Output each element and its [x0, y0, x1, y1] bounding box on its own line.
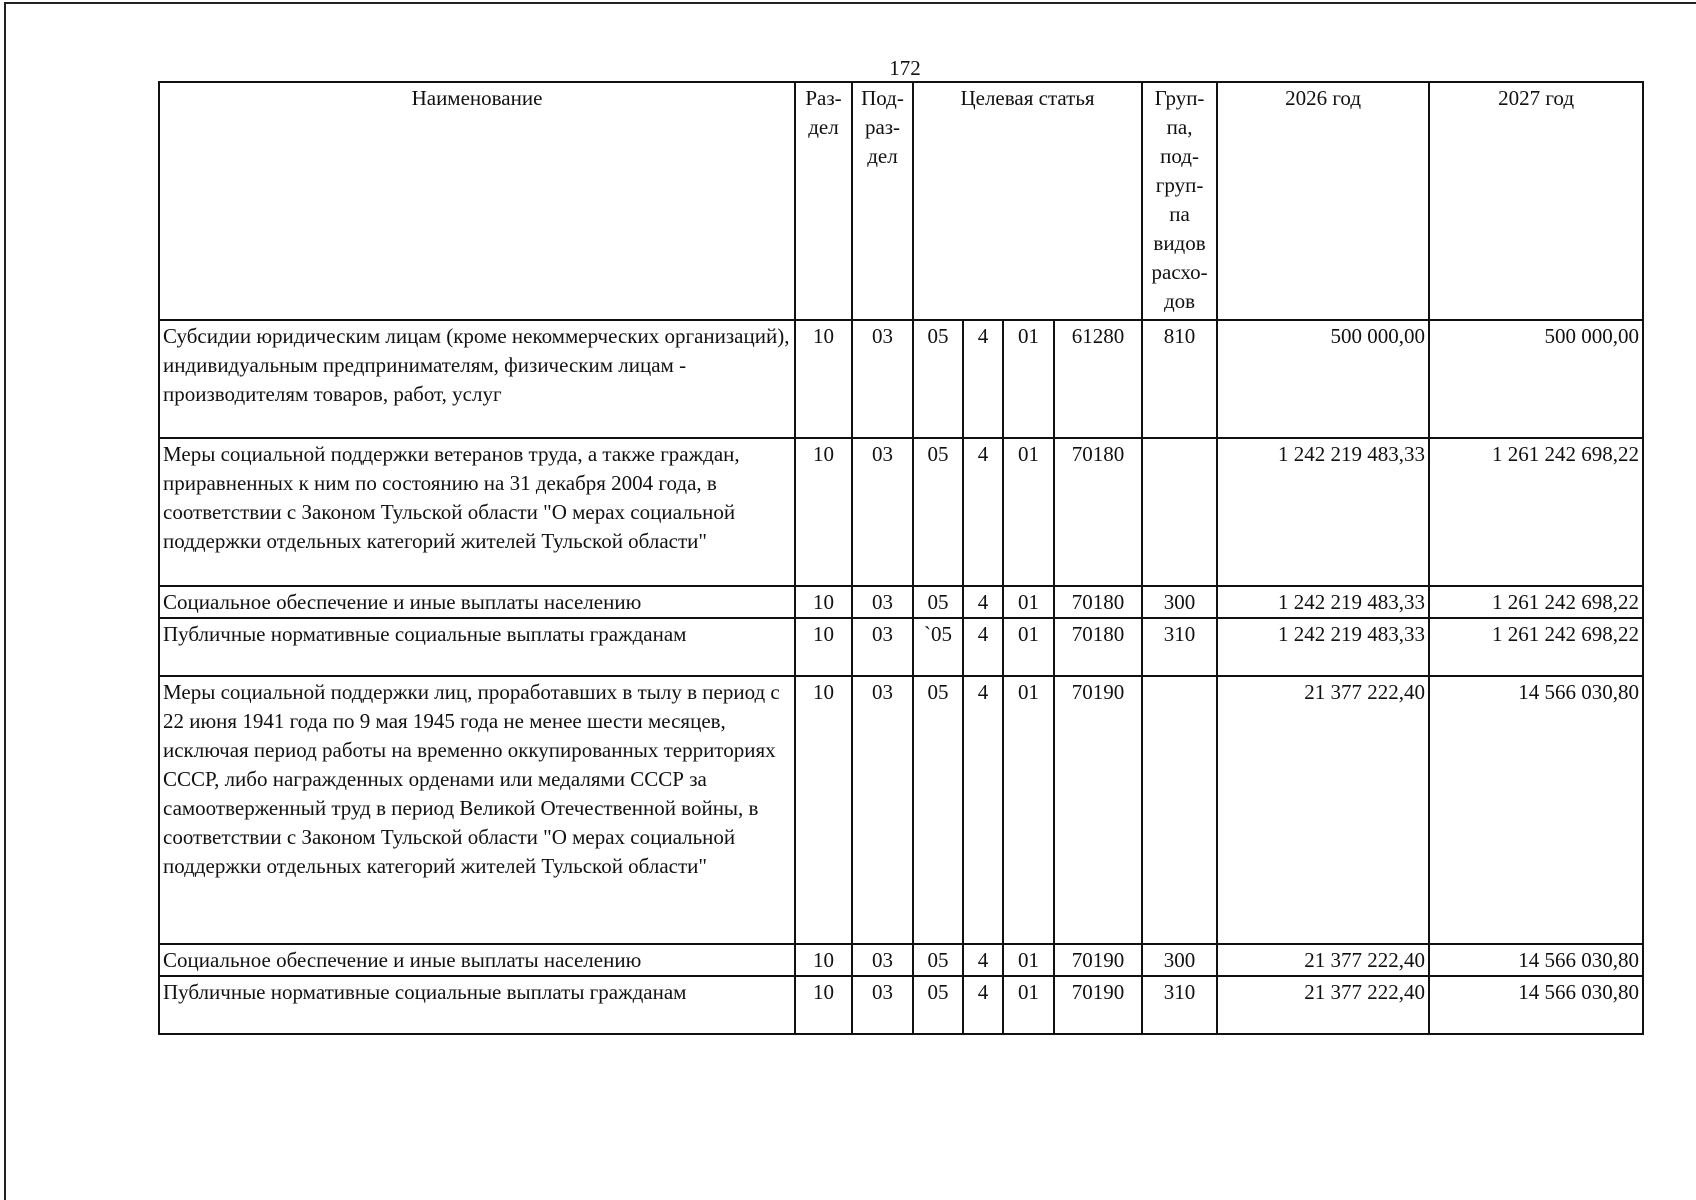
row-amount-2027: 500 000,00 — [1429, 320, 1643, 438]
row-target-direction: 70190 — [1054, 976, 1142, 1034]
row-expense-group: 310 — [1142, 976, 1217, 1034]
row-target-program: 05 — [913, 320, 963, 438]
header-subsection: Под- раз- дел — [852, 82, 913, 320]
row-target-direction: 70180 — [1054, 438, 1142, 586]
scan-edge-top — [4, 2, 1696, 4]
row-section: 10 — [795, 618, 852, 676]
row-target-type: 4 — [963, 438, 1003, 586]
row-target-type: 4 — [963, 976, 1003, 1034]
table-row — [159, 586, 1643, 618]
row-amount-2026: 1 242 219 483,33 — [1217, 438, 1429, 586]
row-target-direction: 70190 — [1054, 944, 1142, 976]
row-target-program: `05 — [913, 618, 963, 676]
row-target-type: 4 — [963, 676, 1003, 944]
header-target-article: Целевая статья — [913, 82, 1142, 320]
row-amount-2027: 14 566 030,80 — [1429, 976, 1643, 1034]
row-target-direction: 70180 — [1054, 618, 1142, 676]
table-header-row — [159, 82, 1643, 320]
header-year-2027: 2027 год — [1429, 82, 1643, 320]
row-target-direction: 61280 — [1054, 320, 1142, 438]
row-target-subprogram: 01 — [1003, 976, 1054, 1034]
page-number: 172 — [889, 56, 921, 80]
row-name: Социальное обеспечение и иные выплаты населению — [159, 944, 795, 976]
row-target-program: 05 — [913, 676, 963, 944]
row-section: 10 — [795, 320, 852, 438]
row-expense-group — [1142, 438, 1217, 586]
row-target-program: 05 — [913, 976, 963, 1034]
row-amount-2026: 21 377 222,40 — [1217, 976, 1429, 1034]
row-section: 10 — [795, 586, 852, 618]
row-section: 10 — [795, 944, 852, 976]
row-target-program: 05 — [913, 944, 963, 976]
row-subsection: 03 — [852, 676, 913, 944]
header-expense-group: Груп- па, под- груп- па видов расхо- дов — [1142, 82, 1217, 320]
scan-edge-left — [4, 2, 6, 1200]
row-amount-2027: 14 566 030,80 — [1429, 944, 1643, 976]
row-amount-2027: 14 566 030,80 — [1429, 676, 1643, 944]
row-target-subprogram: 01 — [1003, 586, 1054, 618]
row-target-subprogram: 01 — [1003, 944, 1054, 976]
row-amount-2026: 21 377 222,40 — [1217, 944, 1429, 976]
row-target-type: 4 — [963, 320, 1003, 438]
row-target-type: 4 — [963, 944, 1003, 976]
table-row — [159, 618, 1643, 676]
row-amount-2027: 1 261 242 698,22 — [1429, 618, 1643, 676]
row-expense-group: 300 — [1142, 944, 1217, 976]
row-name: Меры социальной поддержки лиц, проработавших в тылу в период с 22 июня 1941 года по 9 мая 1945 года не менее шести месяцев, исключая период работы на временно оккупированных территориях СССР, либо награжденных орденами или медалями СССР за самоотверженный труд в период Великой Отечественной войны, в соответствии с Законом Тульской области "О мерах социальной поддержки отдельных категорий жителей Тульской области" — [159, 676, 795, 944]
row-amount-2026: 1 242 219 483,33 — [1217, 618, 1429, 676]
row-subsection: 03 — [852, 618, 913, 676]
row-amount-2026: 21 377 222,40 — [1217, 676, 1429, 944]
table-row — [159, 676, 1643, 944]
row-name: Публичные нормативные социальные выплаты гражданам — [159, 618, 795, 676]
row-amount-2026: 500 000,00 — [1217, 320, 1429, 438]
row-amount-2027: 1 261 242 698,22 — [1429, 586, 1643, 618]
row-target-subprogram: 01 — [1003, 320, 1054, 438]
row-name: Меры социальной поддержки ветеранов труда, а также граждан, приравненных к ним по состоянию на 31 декабря 2004 года, в соответствии с Законом Тульской области "О мерах социальной поддержки отдельных категорий жителей Тульской области" — [159, 438, 795, 586]
header-section: Раз- дел — [795, 82, 852, 320]
row-target-direction: 70190 — [1054, 676, 1142, 944]
row-section: 10 — [795, 976, 852, 1034]
row-target-subprogram: 01 — [1003, 618, 1054, 676]
row-name: Субсидии юридическим лицам (кроме некоммерческих организаций), индивидуальным предпринимателям, физическим лицам - производителям товаров, работ, услуг — [159, 320, 795, 438]
row-subsection: 03 — [852, 320, 913, 438]
header-year-2026: 2026 год — [1217, 82, 1429, 320]
row-subsection: 03 — [852, 944, 913, 976]
budget-table — [158, 81, 1644, 1035]
row-expense-group: 810 — [1142, 320, 1217, 438]
table-row — [159, 320, 1643, 438]
row-target-subprogram: 01 — [1003, 438, 1054, 586]
row-section: 10 — [795, 438, 852, 586]
table-row — [159, 438, 1643, 586]
header-name: Наименование — [159, 82, 795, 320]
row-amount-2027: 1 261 242 698,22 — [1429, 438, 1643, 586]
row-target-type: 4 — [963, 586, 1003, 618]
row-target-type: 4 — [963, 618, 1003, 676]
row-name: Социальное обеспечение и иные выплаты населению — [159, 586, 795, 618]
row-target-program: 05 — [913, 438, 963, 586]
row-name: Публичные нормативные социальные выплаты гражданам — [159, 976, 795, 1034]
row-section: 10 — [795, 676, 852, 944]
row-target-direction: 70180 — [1054, 586, 1142, 618]
row-amount-2026: 1 242 219 483,33 — [1217, 586, 1429, 618]
table-row — [159, 976, 1643, 1034]
row-expense-group — [1142, 676, 1217, 944]
table-row — [159, 944, 1643, 976]
row-subsection: 03 — [852, 976, 913, 1034]
row-subsection: 03 — [852, 586, 913, 618]
row-subsection: 03 — [852, 438, 913, 586]
row-target-subprogram: 01 — [1003, 676, 1054, 944]
row-expense-group: 310 — [1142, 618, 1217, 676]
row-target-program: 05 — [913, 586, 963, 618]
row-expense-group: 300 — [1142, 586, 1217, 618]
